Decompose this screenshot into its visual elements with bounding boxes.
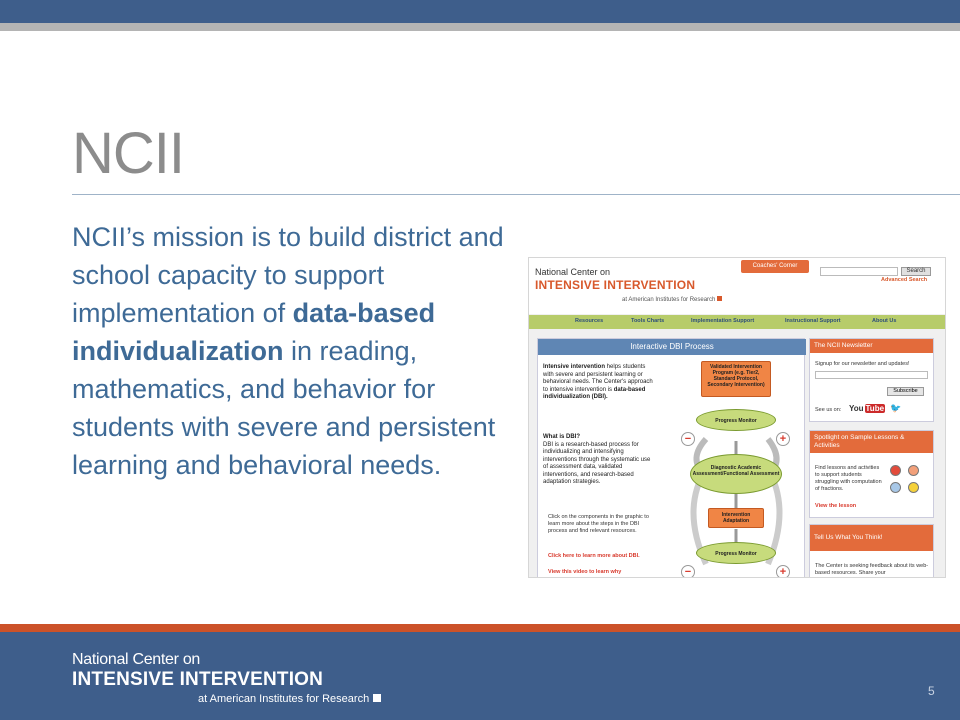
what-is-dbi-heading: What is DBI? <box>543 434 580 440</box>
footer-square-icon <box>373 694 381 702</box>
dbi-intro-text: helps students with severe and persistent learning or behavioral needs. The Center's approach to intensive intervention is <box>543 364 653 393</box>
dbi-intro <box>543 364 653 402</box>
newsletter-email-input[interactable] <box>815 371 928 379</box>
what-is-dbi <box>543 434 653 487</box>
slide-title: NCII <box>72 121 184 186</box>
video-link[interactable]: View this video to learn why <box>548 569 622 575</box>
footer-brand-line3-text: at American Institutes for Research <box>198 693 370 705</box>
footer-brand-line2: INTENSIVE INTERVENTION <box>72 669 324 690</box>
web-search-button[interactable]: Search <box>901 267 931 276</box>
see-us-on-label: See us on: <box>815 407 842 413</box>
what-is-dbi-text: DBI is a research-based process for individualizing and intensifying interventions through the systematic use of assessment data, validated interventions, and research-based adaptation strategies. <box>543 441 651 485</box>
fraction-circle-salmon-icon <box>908 465 919 476</box>
dbi-intro-bold2: data-based individualization (DBI). <box>543 386 646 400</box>
flow-progress-monitor-1[interactable]: Progress Monitor <box>696 409 776 431</box>
footer-brand-line1: National Center on <box>72 651 201 668</box>
web-brand-line2: INTENSIVE INTERVENTION <box>535 278 696 292</box>
subscribe-button[interactable]: Subscribe <box>887 387 924 396</box>
advanced-search-link[interactable]: Advanced Search <box>881 277 928 283</box>
footer <box>0 632 960 720</box>
fraction-circle-red-icon <box>890 465 901 476</box>
nav-instructional-support[interactable]: Instructional Support <box>785 318 841 324</box>
flow-diagnostic-assessment[interactable]: Diagnostic Academic Assessment/Functional Assessment <box>690 454 782 494</box>
flow-progress-monitor-2[interactable]: Progress Monitor <box>696 542 776 564</box>
newsletter-heading: The NCII Newsletter <box>810 339 933 353</box>
nav-resources[interactable]: Resources <box>575 318 604 324</box>
dbi-panel <box>537 338 805 578</box>
feedback-panel <box>809 524 934 578</box>
youtube-icon[interactable] <box>848 404 885 413</box>
top-bar <box>0 0 960 23</box>
dbi-intro-bold1: Intensive intervention <box>543 364 606 370</box>
air-square-icon <box>717 296 722 301</box>
spotlight-text: Find lessons and activities to support students struggling with computation of fractions. <box>815 465 882 492</box>
web-nav-bar <box>529 315 946 329</box>
mission-text-bold: data-based individualization <box>72 298 436 366</box>
flow-intervention-adaptation[interactable]: Intervention Adaptation <box>708 508 764 528</box>
feedback-text: The Center is seeking feedback about its web-based resources. Share your <box>815 563 929 576</box>
view-lesson-link[interactable]: View the lesson <box>815 503 857 509</box>
twitter-icon[interactable]: 🐦 <box>890 403 902 413</box>
web-search-input[interactable] <box>820 267 898 276</box>
youtube-tube-text: Tube <box>865 404 885 413</box>
newsletter-text: Signup for our newsletter and updates! <box>815 361 910 367</box>
spotlight-heading: Spotlight on Sample Lessons & Activities <box>810 431 933 453</box>
coaches-corner-button[interactable]: Coaches' Corner <box>741 260 809 273</box>
web-brand-line3 <box>622 296 722 303</box>
web-brand-line1: National Center on <box>535 267 611 277</box>
feedback-heading: Tell Us What You Think! <box>810 525 933 551</box>
nav-tools-charts[interactable]: Tools Charts <box>631 318 665 324</box>
dbi-panel-heading: Interactive DBI Process <box>538 339 806 355</box>
flow-plus-2[interactable]: + <box>776 565 790 578</box>
page-number: 5 <box>928 684 935 698</box>
flow-minus-2[interactable]: − <box>681 565 695 578</box>
learn-more-dbi-link[interactable]: Click here to learn more about DBI. <box>548 553 640 559</box>
fraction-circle-yellow-icon <box>908 482 919 493</box>
newsletter-panel <box>809 338 934 422</box>
nav-implementation-support[interactable]: Implementation Support <box>691 318 755 324</box>
mission-text-part1: NCII’s mission is to build district and school capacity to support implementation of <box>72 222 504 328</box>
mission-text <box>72 218 512 484</box>
website-screenshot <box>528 257 946 578</box>
youtube-you-text: You <box>849 404 864 413</box>
flow-minus-1[interactable]: − <box>681 432 695 446</box>
footer-brand-line3 <box>198 693 381 705</box>
dbi-box-text: Click on the components in the graphic to learn more about the steps in the DBI process and find relevant resources. <box>548 514 649 534</box>
flow-plus-1[interactable]: + <box>776 432 790 446</box>
footer-orange-stripe <box>0 624 960 632</box>
mission-text-part2: in reading, mathematics, and behavior for students with severe and persistent learning and behavioral needs. <box>72 336 496 480</box>
title-divider <box>72 194 960 195</box>
top-gray-stripe <box>0 23 960 31</box>
nav-about-us[interactable]: About Us <box>872 318 897 324</box>
spotlight-panel <box>809 430 934 518</box>
web-header <box>529 258 946 314</box>
web-brand-line3-text: at American Institutes for Research <box>622 297 716 303</box>
fraction-circle-blue-icon <box>890 482 901 493</box>
flow-validated-intervention[interactable]: Validated Intervention Program (e.g. Tier2, Standard Protocol, Secondary Intervention) <box>701 361 771 397</box>
